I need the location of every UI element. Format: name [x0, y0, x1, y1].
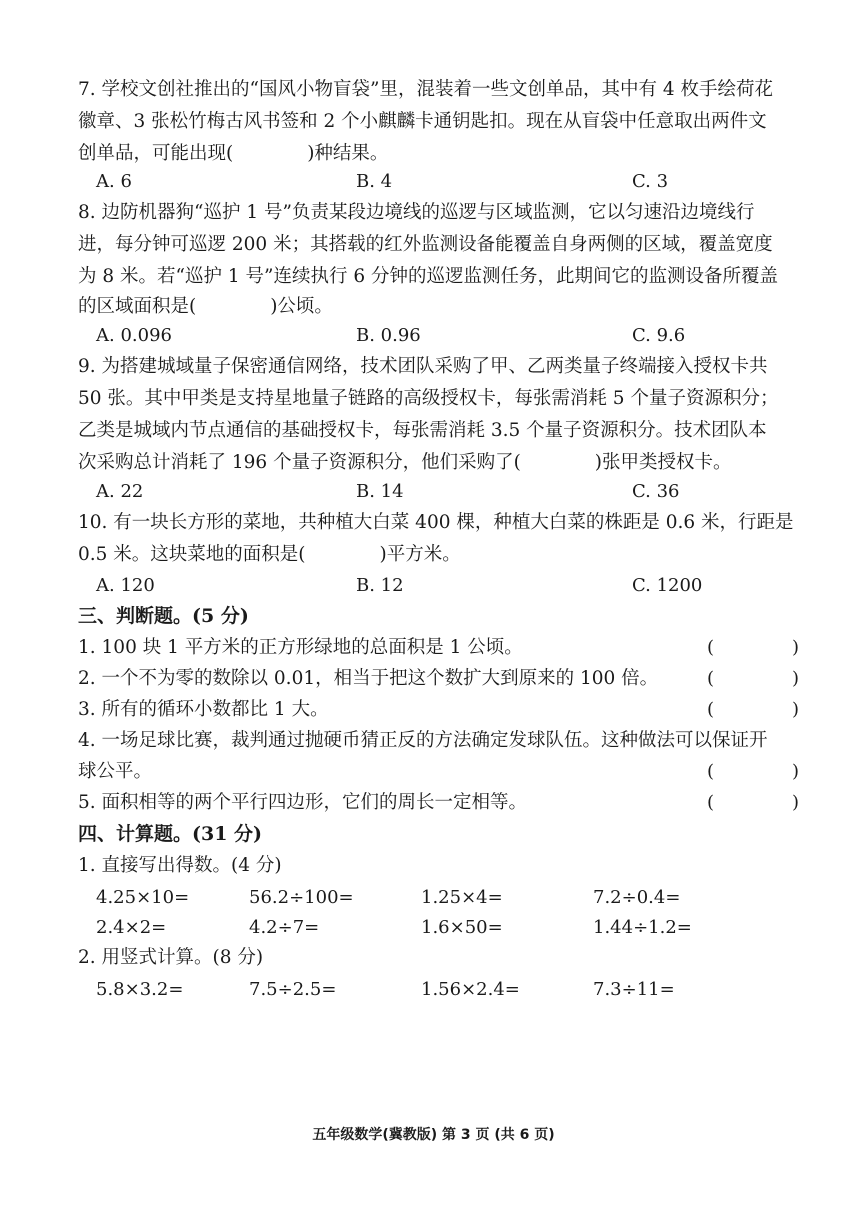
q8-line-1: 8. 边防机器狗“巡护 1 号”负责某段边境线的巡逻与区域监测，它以匀速沿边境线行 — [78, 202, 755, 223]
judge-item-1: 1. 100 块 1 平方米的正方形绿地的总面积是 1 公顷。 — [78, 637, 523, 658]
q9-option-a[interactable]: A. 22 — [96, 481, 144, 502]
paren-close: ) — [791, 761, 799, 782]
judge-answer-4[interactable] — [707, 756, 799, 788]
q8-option-a[interactable]: A. 0.096 — [96, 325, 172, 346]
q10-line-2: 0.5 米。这块菜地的面积是( )平方米。 — [78, 544, 461, 565]
judge-item-4-line-2: 球公平。 — [78, 761, 153, 782]
q7-option-c[interactable]: C. 3 — [632, 171, 669, 192]
q9-option-b[interactable]: B. 14 — [356, 481, 404, 502]
calc-sub1-title: 1. 直接写出得数。(4 分) — [78, 855, 282, 876]
q7-line-2: 徽章、3 张松竹梅古风书签和 2 个小麒麟卡通钥匙扣。现在从盲袋中任意取出两件文 — [78, 111, 767, 132]
paren-open: ( — [706, 637, 714, 658]
q9-line-2: 50 张。其中甲类是支持星地量子链路的高级授权卡，每张需消耗 5 个量子资源积分； — [78, 388, 779, 409]
judge-answer-3[interactable] — [707, 694, 799, 726]
q8-line-3: 为 8 米。若“巡护 1 号”连续执行 6 分钟的巡逻监测任务，此期间它的监测设备所覆盖 — [78, 266, 779, 287]
q9-line-1: 9. 为搭建城域量子保密通信网络，技术团队采购了甲、乙两类量子终端接入授权卡共 — [78, 356, 768, 377]
q7-line-1: 7. 学校文创社推出的“国风小物盲袋”里，混装着一些文创单品，其中有 4 枚手绘荷花 — [78, 79, 773, 100]
calc-sub2-title: 2. 用竖式计算。(8 分) — [78, 947, 264, 968]
paren-close: ) — [791, 792, 799, 813]
judge-answer-2[interactable] — [707, 663, 799, 695]
calc-item: 5.8×3.2= — [96, 979, 184, 1000]
paren-open: ( — [706, 699, 714, 720]
q7-line-3: 创单品，可能出现( )种结果。 — [78, 143, 389, 164]
calc-item: 1.44÷1.2= — [593, 917, 692, 938]
calc-item: 1.25×4= — [421, 887, 503, 908]
calc-item: 2.4×2= — [96, 917, 167, 938]
paren-close: ) — [791, 637, 799, 658]
paren-close: ) — [791, 699, 799, 720]
judge-heading: 三、判断题。(5 分) — [78, 605, 249, 627]
calc-item: 7.5÷2.5= — [249, 979, 337, 1000]
paren-open: ( — [706, 668, 714, 689]
paren-close: ) — [791, 668, 799, 689]
judge-answer-1[interactable] — [707, 632, 799, 664]
calc-item: 4.25×10= — [96, 887, 190, 908]
q10-option-b[interactable]: B. 12 — [356, 575, 404, 596]
q8-line-4: 的区域面积是( )公顷。 — [78, 296, 333, 317]
calc-item: 1.6×50= — [421, 917, 503, 938]
paren-open: ( — [706, 792, 714, 813]
q7-option-a[interactable]: A. 6 — [96, 171, 132, 192]
q7-option-b[interactable]: B. 4 — [356, 171, 393, 192]
q9-line-4: 次采购总计消耗了 196 个量子资源积分，他们采购了( )张甲类授权卡。 — [78, 452, 732, 473]
calc-item: 4.2÷7= — [249, 917, 320, 938]
judge-answer-5[interactable] — [707, 787, 799, 819]
q8-option-c[interactable]: C. 9.6 — [632, 325, 686, 346]
q10-line-1: 10. 有一块长方形的菜地，共种植大白菜 400 棵，种植大白菜的株距是 0.6 米，行距是 — [78, 512, 794, 533]
page-footer: 五年级数学(冀教版) 第 3 页 (共 6 页) — [312, 1127, 555, 1143]
paren-open: ( — [706, 761, 714, 782]
q9-option-c[interactable]: C. 36 — [632, 481, 680, 502]
calc-heading: 四、计算题。(31 分) — [78, 823, 263, 845]
judge-item-5: 5. 面积相等的两个平行四边形，它们的周长一定相等。 — [78, 792, 528, 813]
judge-item-4-line-1: 4. 一场足球比赛，裁判通过抛硬币猜正反的方法确定发球队伍。这种做法可以保证开 — [78, 730, 768, 751]
q10-option-a[interactable]: A. 120 — [96, 575, 155, 596]
judge-item-3: 3. 所有的循环小数都比 1 大。 — [78, 699, 329, 720]
judge-item-2: 2. 一个不为零的数除以 0.01，相当于把这个数扩大到原来的 100 倍。 — [78, 668, 659, 689]
calc-item: 56.2÷100= — [249, 887, 354, 908]
q8-line-2: 进，每分钟可巡逻 200 米；其搭载的红外监测设备能覆盖自身两侧的区域，覆盖宽度 — [78, 234, 773, 255]
q10-option-c[interactable]: C. 1200 — [632, 575, 703, 596]
calc-item: 7.3÷11= — [593, 979, 675, 1000]
q9-line-3: 乙类是城域内节点通信的基础授权卡，每张需消耗 3.5 个量子资源积分。技术团队本 — [78, 420, 767, 441]
q8-option-b[interactable]: B. 0.96 — [356, 325, 421, 346]
calc-item: 7.2÷0.4= — [593, 887, 681, 908]
calc-item: 1.56×2.4= — [421, 979, 520, 1000]
